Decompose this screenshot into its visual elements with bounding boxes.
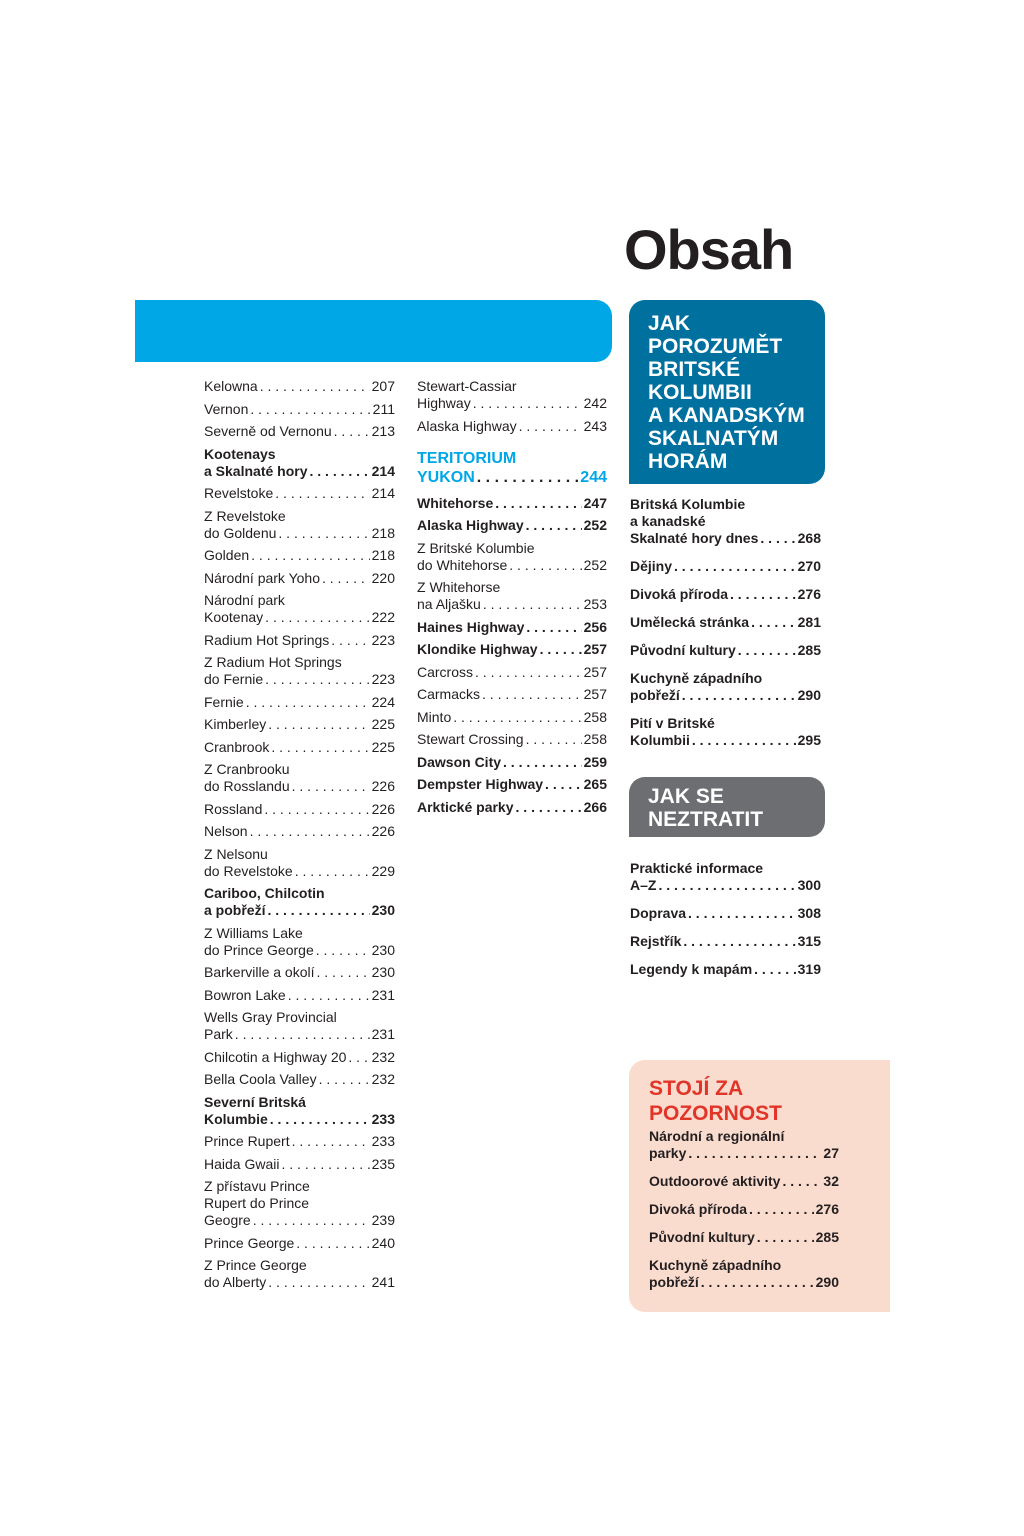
dot-leader xyxy=(267,902,369,919)
highlight-title xyxy=(649,1076,849,1126)
toc-entry-page: 258 xyxy=(583,708,607,725)
dot-leader xyxy=(516,799,582,816)
dot-leader xyxy=(235,1026,370,1043)
toc-entry-title-line: Rejstřík xyxy=(630,933,682,949)
toc-entry-title-line: Kolumbii xyxy=(630,732,690,748)
toc-entry-title-line: Národní park xyxy=(204,592,285,608)
toc-entry-title-line: Arktické parky xyxy=(417,798,514,815)
toc-entry-page: 211 xyxy=(372,400,395,417)
toc-entry-page: 319 xyxy=(797,961,821,977)
toc-entry[interactable] xyxy=(204,1133,395,1150)
toc-entry-title-line: Vernon xyxy=(204,400,249,417)
dot-leader xyxy=(310,463,370,480)
dot-leader xyxy=(275,485,369,502)
toc-entry[interactable] xyxy=(204,632,395,649)
toc-entry-page: 290 xyxy=(815,1274,839,1290)
dot-leader xyxy=(317,964,370,981)
toc-entry-page: 223 xyxy=(371,671,395,687)
toc-entry-page: 218 xyxy=(371,524,395,541)
toc-entry-page: 253 xyxy=(583,596,607,612)
toc-entry-title-line: Chilcotin a Highway 20 xyxy=(204,1048,347,1065)
toc-entry-page: 285 xyxy=(797,642,821,658)
toc-entry-title-line: Kuchyně západního xyxy=(630,670,763,686)
toc-entry[interactable] xyxy=(417,517,607,534)
toc-entry-page: 232 xyxy=(371,1071,395,1087)
toc-entry-page: 233 xyxy=(371,1133,395,1149)
toc-entry-title-line: Kelowna xyxy=(204,378,258,394)
box-title-line: SKALNATÝM xyxy=(648,427,779,450)
toc-entry[interactable] xyxy=(417,579,607,613)
toc-entry-title-line: Skalnaté hory dnes xyxy=(630,530,759,546)
toc-entry[interactable] xyxy=(417,664,607,681)
dot-leader xyxy=(751,614,796,631)
toc-entry-title-line: Umělecká stránka xyxy=(630,614,750,630)
dot-leader xyxy=(281,1156,369,1173)
toc-entry[interactable] xyxy=(204,547,395,564)
box-title-line: HORÁM xyxy=(648,450,728,473)
toc-entry-title-line: Z Cranbrooku xyxy=(204,761,290,777)
toc-entry[interactable] xyxy=(417,619,607,636)
dot-leader xyxy=(265,671,369,688)
toc-entry[interactable] xyxy=(204,801,395,818)
toc-entry[interactable] xyxy=(204,592,395,626)
dot-leader xyxy=(519,418,582,435)
dot-leader xyxy=(683,933,795,950)
toc-entry[interactable] xyxy=(204,846,395,880)
dot-leader xyxy=(526,517,582,534)
toc-entry-page: 257 xyxy=(583,663,607,680)
toc-entry-page: 223 xyxy=(371,631,395,648)
toc-entry-title-line: pobřeží xyxy=(649,1274,699,1290)
toc-entry[interactable] xyxy=(630,558,821,575)
toc-entry-title-line: Cranbrook xyxy=(204,738,270,755)
toc-entry-page: 265 xyxy=(583,776,607,792)
toc-entry[interactable] xyxy=(649,1201,839,1218)
toc-entry[interactable] xyxy=(204,446,395,480)
box-title-line: BRITSKÉ xyxy=(648,358,741,381)
toc-entry-title-line: Kootenays xyxy=(204,445,276,462)
toc-entry[interactable] xyxy=(630,586,821,603)
toc-entry-page: 259 xyxy=(583,753,607,770)
toc-entry-title-line: Bella Coola Valley xyxy=(204,1071,317,1087)
dot-leader xyxy=(526,619,581,636)
dot-leader xyxy=(483,596,582,613)
toc-entry[interactable] xyxy=(204,761,395,795)
dot-leader xyxy=(503,754,582,771)
dot-leader xyxy=(701,1274,814,1291)
dot-leader xyxy=(295,863,370,880)
toc-entry-title-line: Carcross xyxy=(417,663,474,680)
toc-entry-page: 239 xyxy=(371,1212,395,1228)
toc-entry-title-line: Alaska Highway xyxy=(417,417,517,434)
toc-entry[interactable] xyxy=(204,485,395,502)
toc-entry-title-line: Dawson City xyxy=(417,753,502,770)
toc-entry-page: 229 xyxy=(371,862,395,879)
toc-entry-title-line: Haines Highway xyxy=(417,618,525,635)
dot-leader xyxy=(334,423,370,440)
dot-leader xyxy=(509,557,581,574)
toc-entry-title-line: Whitehorse xyxy=(417,494,494,511)
dot-leader xyxy=(319,1071,370,1088)
dot-leader xyxy=(348,1049,369,1066)
toc-entry[interactable] xyxy=(649,1128,839,1162)
toc-entry-title-line: TERITORIUM xyxy=(417,449,517,467)
toc-column-2 xyxy=(417,378,607,821)
box-title-line: JAK SE xyxy=(648,785,724,808)
toc-entry-title-line: na Aljašku xyxy=(417,596,481,612)
toc-entry-page: 252 xyxy=(583,517,607,533)
toc-entry[interactable] xyxy=(417,686,607,703)
dot-leader xyxy=(251,547,369,564)
dot-leader xyxy=(749,1201,814,1218)
dot-leader xyxy=(292,778,370,795)
toc-entry-title-line: Nelson xyxy=(204,823,248,839)
toc-entry-page: 225 xyxy=(371,738,395,755)
toc-entry-title-line: Alaska Highway xyxy=(417,517,524,533)
toc-entry-page: 232 xyxy=(371,1048,395,1065)
toc-entry-page: 241 xyxy=(371,1274,395,1290)
dot-leader xyxy=(688,1145,821,1162)
toc-entry-page: 226 xyxy=(371,800,395,817)
toc-entry[interactable] xyxy=(204,1009,395,1043)
box-title-line: JAK xyxy=(648,312,691,335)
toc-entry-page: 295 xyxy=(797,732,821,748)
toc-entry-title-line: YUKON xyxy=(417,468,475,486)
toc-entry-page: 244 xyxy=(580,468,607,486)
dot-leader xyxy=(270,1111,370,1128)
toc-entry-title-line: do Fernie xyxy=(204,671,264,687)
toc-entry[interactable] xyxy=(630,670,821,704)
toc-entry-page: 285 xyxy=(815,1229,839,1245)
toc-entry-page: 218 xyxy=(371,547,395,563)
dot-leader xyxy=(757,1229,814,1246)
toc-entry[interactable] xyxy=(630,961,821,978)
header-band xyxy=(135,300,612,362)
toc-entry-title-line: Z Prince George xyxy=(204,1257,307,1273)
toc-entry-title-line: Prince George xyxy=(204,1234,295,1251)
dot-leader xyxy=(250,823,370,840)
toc-entry-title-line: Kolumbie xyxy=(204,1110,268,1127)
toc-entry[interactable] xyxy=(204,1049,395,1066)
toc-column-3 xyxy=(630,496,821,760)
dot-leader xyxy=(322,570,370,587)
toc-entry[interactable] xyxy=(204,401,395,418)
dot-leader xyxy=(738,642,796,659)
toc-entry-page: 213 xyxy=(371,423,395,439)
toc-entry-title-line: Kootenay xyxy=(204,609,264,625)
toc-entry[interactable] xyxy=(417,731,607,748)
toc-entry-title-line: Cariboo, Chilcotin xyxy=(204,885,325,901)
toc-entry[interactable] xyxy=(630,905,821,922)
toc-entry[interactable] xyxy=(417,641,607,658)
toc-entry-page: 247 xyxy=(583,494,607,511)
toc-entry-page: 214 xyxy=(371,485,395,501)
toc-entry[interactable] xyxy=(630,642,821,659)
dot-leader xyxy=(475,664,582,681)
toc-entry[interactable] xyxy=(417,418,607,435)
section-box-survive xyxy=(629,777,825,837)
toc-entry-page: 225 xyxy=(371,716,395,732)
toc-entry-page: 233 xyxy=(371,1110,395,1127)
toc-entry[interactable] xyxy=(417,709,607,726)
dot-leader xyxy=(760,530,795,547)
toc-entry-page: 276 xyxy=(797,586,821,602)
toc-entry[interactable] xyxy=(204,1178,395,1229)
toc-entry-title-line: Legendy k mapám xyxy=(630,961,753,977)
toc-entry[interactable] xyxy=(204,508,395,542)
toc-entry-page: 290 xyxy=(797,687,821,703)
toc-entry-title-line: a kanadské xyxy=(630,513,706,529)
toc-entry-title-line: Highway xyxy=(417,395,471,411)
toc-entry[interactable] xyxy=(649,1257,839,1291)
toc-entry-title-line: Kimberley xyxy=(204,716,267,732)
dot-leader xyxy=(754,961,795,978)
dot-leader xyxy=(540,641,582,658)
toc-entry-page: 257 xyxy=(583,641,607,657)
toc-entry[interactable] xyxy=(204,1235,395,1252)
dot-leader xyxy=(246,694,370,711)
toc-entry-page: 268 xyxy=(797,530,821,546)
toc-entry-title-line: Z Radium Hot Springs xyxy=(204,654,342,670)
toc-entry[interactable] xyxy=(630,614,821,631)
toc-entry-page: 230 xyxy=(371,964,395,980)
dot-leader xyxy=(477,468,579,487)
dot-leader xyxy=(268,1274,369,1291)
toc-entry[interactable] xyxy=(630,933,821,950)
dot-leader xyxy=(265,609,369,626)
dot-leader xyxy=(331,632,369,649)
toc-entry-page: 243 xyxy=(583,417,607,434)
toc-entry-title-line: a pobřeží xyxy=(204,902,266,918)
toc-entry[interactable] xyxy=(204,654,395,688)
toc-entry[interactable] xyxy=(417,378,607,412)
toc-entry-title-line: Z Whitehorse xyxy=(417,579,501,595)
toc-entry-page: 222 xyxy=(371,609,395,625)
box-title-line: NEZTRATIT xyxy=(648,808,764,831)
toc-entry-page: 281 xyxy=(797,614,821,630)
toc-entry-title-line: a Skalnaté hory xyxy=(204,462,308,479)
box-title-line: STOJÍ ZA xyxy=(649,1077,744,1100)
toc-entry[interactable] xyxy=(630,715,821,749)
toc-entry-title-line: Z přístavu Prince xyxy=(204,1178,310,1194)
dot-leader xyxy=(473,395,582,412)
toc-entry[interactable] xyxy=(204,716,395,733)
dot-leader xyxy=(260,378,370,395)
toc-entry[interactable] xyxy=(204,1257,395,1291)
toc-entry-page: 214 xyxy=(371,462,395,479)
toc-entry-page: 252 xyxy=(583,556,607,573)
toc-entry-page: 231 xyxy=(371,1026,395,1042)
toc-column-1 xyxy=(204,378,395,1297)
toc-entry[interactable] xyxy=(204,1094,395,1128)
toc-entry-page: 230 xyxy=(371,902,395,918)
toc-entry-page: 220 xyxy=(371,569,395,586)
toc-entry-page: 257 xyxy=(583,686,607,702)
toc-entry-title-line: Divoká příroda xyxy=(649,1201,748,1217)
dot-leader xyxy=(278,525,369,542)
dot-leader xyxy=(268,716,369,733)
toc-entry-title-line: Rupert do Prince xyxy=(204,1195,310,1211)
toc-entry-title-line: Golden xyxy=(204,547,250,563)
toc-entry-title-line: Kuchyně západního xyxy=(649,1257,782,1273)
toc-entry-title-line: do Whitehorse xyxy=(417,556,508,573)
toc-entry-title-line: Klondike Highway xyxy=(417,641,538,657)
toc-entry[interactable] xyxy=(204,925,395,959)
toc-entry-title-line: Park xyxy=(204,1026,233,1042)
toc-entry-title-line: Původní kultury xyxy=(649,1229,755,1245)
toc-entry-title-line: Z Britské Kolumbie xyxy=(417,539,535,556)
toc-entry-title-line: Geogre xyxy=(204,1212,251,1228)
toc-entry-title-line: Outdoorové aktivity xyxy=(649,1173,781,1189)
toc-entry-page: 226 xyxy=(371,778,395,794)
toc-entry-title-line: Revelstoke xyxy=(204,485,274,501)
toc-entry[interactable] xyxy=(204,987,395,1004)
toc-entry-page: 231 xyxy=(371,986,395,1003)
section-box-understand xyxy=(629,300,825,484)
toc-entry[interactable] xyxy=(204,694,395,711)
toc-entry[interactable] xyxy=(417,776,607,793)
toc-entry-page: 242 xyxy=(583,395,607,411)
toc-entry-title-line: Stewart-Cassiar xyxy=(417,378,517,394)
toc-entry[interactable] xyxy=(204,823,395,840)
dot-leader xyxy=(688,905,796,922)
toc-entry-page: 315 xyxy=(797,933,821,949)
dot-leader xyxy=(682,687,796,704)
toc-entry-title-line: do Alberty xyxy=(204,1274,267,1290)
toc-entry-page: 266 xyxy=(583,798,607,815)
dot-leader xyxy=(495,495,581,512)
dot-leader xyxy=(658,877,795,894)
toc-entry-title-line: pobřeží xyxy=(630,687,680,703)
toc-entry[interactable] xyxy=(417,495,607,512)
toc-entry[interactable] xyxy=(204,378,395,395)
toc-entry-title-line: parky xyxy=(649,1145,687,1161)
dot-leader xyxy=(271,739,369,756)
toc-entry-title-line: Národní a regionální xyxy=(649,1128,785,1144)
toc-entry-title-line: Z Nelsonu xyxy=(204,845,268,862)
toc-entry[interactable] xyxy=(417,449,607,487)
dot-leader xyxy=(292,1133,370,1150)
toc-entry-title-line: Prince Rupert xyxy=(204,1133,290,1149)
toc-entry-title-line: Britská Kolumbie xyxy=(630,496,746,512)
toc-entry-title-line: Radium Hot Springs xyxy=(204,631,330,648)
toc-entry[interactable] xyxy=(417,799,607,816)
toc-entry[interactable] xyxy=(204,423,395,440)
toc-entry-title-line: Wells Gray Provincial xyxy=(204,1009,337,1025)
toc-entry-page: 240 xyxy=(371,1234,395,1251)
toc-entry-page: 226 xyxy=(371,823,395,839)
toc-entry-title-line: do Revelstoke xyxy=(204,862,293,879)
dot-leader xyxy=(264,801,369,818)
dot-leader xyxy=(545,776,582,793)
toc-entry-title-line: Původní kultury xyxy=(630,642,736,658)
box-title-line: A KANADSKÝM xyxy=(648,404,805,427)
dot-leader xyxy=(674,558,796,575)
toc-entry[interactable] xyxy=(630,860,821,894)
box-title-line: POROZUMĚT xyxy=(648,335,783,358)
dot-leader xyxy=(316,942,370,959)
toc-entry-title-line: Divoká příroda xyxy=(630,586,729,602)
toc-entry[interactable] xyxy=(417,754,607,771)
toc-entry-page: 256 xyxy=(583,618,607,635)
toc-entry-title-line: Severně od Vernonu xyxy=(204,423,332,439)
toc-entry[interactable] xyxy=(417,540,607,574)
dot-leader xyxy=(782,1173,821,1190)
toc-entry[interactable] xyxy=(204,739,395,756)
toc-entry-title-line: Praktické informace xyxy=(630,860,764,876)
toc-entry-title-line: A–Z xyxy=(630,877,657,893)
dot-leader xyxy=(250,401,370,418)
toc-entry-title-line: Stewart Crossing xyxy=(417,731,524,747)
toc-entry[interactable] xyxy=(630,496,821,547)
toc-entry-page: 270 xyxy=(797,558,821,574)
toc-entry-page: 235 xyxy=(371,1155,395,1172)
toc-entry[interactable] xyxy=(204,570,395,587)
toc-entry-page: 300 xyxy=(797,877,821,893)
toc-entry[interactable] xyxy=(204,1071,395,1088)
toc-entry-title-line: Bowron Lake xyxy=(204,986,286,1003)
toc-entry-page: 276 xyxy=(815,1201,839,1217)
dot-leader xyxy=(288,987,370,1004)
toc-column-4 xyxy=(630,860,821,989)
dot-leader xyxy=(453,709,581,726)
box-title-line: KOLUMBII xyxy=(648,381,752,404)
dot-leader xyxy=(730,586,796,603)
toc-entry-title-line: Dempster Highway xyxy=(417,776,544,792)
toc-entry-page: 230 xyxy=(371,941,395,958)
toc-entry-title-line: Fernie xyxy=(204,693,244,710)
toc-entry-title-line: Minto xyxy=(417,708,452,725)
toc-entry-title-line: Z Revelstoke xyxy=(204,507,286,524)
toc-entry-title-line: Barkerville a okolí xyxy=(204,964,315,980)
toc-entry-page: 27 xyxy=(823,1145,839,1161)
toc-entry-title-line: Z Williams Lake xyxy=(204,924,303,941)
toc-entry[interactable] xyxy=(204,885,395,919)
toc-entry[interactable] xyxy=(204,964,395,981)
toc-entry-title-line: Doprava xyxy=(630,905,687,921)
dot-leader xyxy=(253,1212,370,1229)
toc-entry-title-line: do Goldenu xyxy=(204,524,277,541)
box-title-line: POZORNOST xyxy=(649,1102,783,1125)
toc-entry-page: 224 xyxy=(371,693,395,710)
dot-leader xyxy=(526,731,582,748)
dot-leader xyxy=(692,732,796,749)
page-title: Obsah xyxy=(624,218,794,281)
toc-entry-title-line: Rossland xyxy=(204,800,263,817)
toc-entry-title-line: do Prince George xyxy=(204,941,314,958)
toc-entry-title-line: Národní park Yoho xyxy=(204,569,320,586)
toc-entry-title-line: Pití v Britské xyxy=(630,715,715,731)
toc-entry-title-line: Carmacks xyxy=(417,686,481,702)
toc-entry-page: 207 xyxy=(371,378,395,394)
toc-entry[interactable] xyxy=(204,1156,395,1173)
toc-entry-title-line: Haida Gwaii xyxy=(204,1155,280,1172)
toc-entry[interactable] xyxy=(649,1173,839,1190)
toc-entry-title-line: Severní Britská xyxy=(204,1093,306,1110)
toc-column-5 xyxy=(649,1128,839,1302)
toc-entry[interactable] xyxy=(649,1229,839,1246)
toc-entry-page: 308 xyxy=(797,905,821,921)
toc-entry-page: 258 xyxy=(583,731,607,747)
dot-leader xyxy=(482,686,582,703)
toc-entry-title-line: do Rosslandu xyxy=(204,778,290,794)
toc-entry-page: 32 xyxy=(823,1173,839,1189)
dot-leader xyxy=(296,1235,369,1252)
toc-entry-title-line: Dějiny xyxy=(630,558,673,574)
